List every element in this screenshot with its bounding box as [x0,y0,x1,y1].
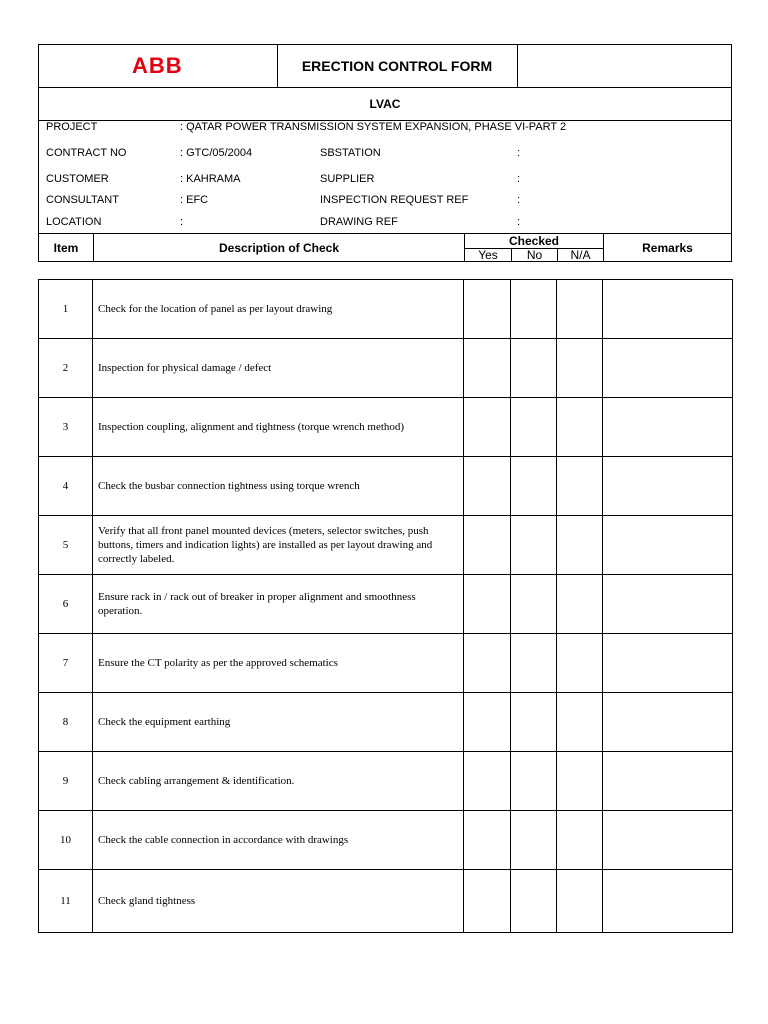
remarks-cell[interactable] [603,339,732,397]
item-number: 4 [39,457,93,515]
table-row [39,339,732,398]
consultant-label: CONSULTANT [46,194,119,206]
yes-checkbox-cell[interactable] [464,339,511,397]
item-number: 5 [39,516,93,574]
no-checkbox-cell[interactable] [511,575,557,633]
substation-value: : [517,147,521,159]
na-checkbox-cell[interactable] [557,870,603,932]
na-checkbox-cell[interactable] [557,457,603,515]
na-checkbox-cell[interactable] [557,811,603,869]
item-number: 10 [39,811,93,869]
table-row [39,693,732,752]
item-number: 9 [39,752,93,810]
location-label: LOCATION [46,216,102,228]
no-checkbox-cell[interactable] [511,811,557,869]
col-item: Item [53,241,79,255]
na-checkbox-cell[interactable] [557,516,603,574]
check-description: Check cabling arrangement & identification. [93,752,464,810]
check-description: Inspection for physical damage / defect [93,339,464,397]
logo-cell [39,45,278,87]
check-description: Ensure rack in / rack out of breaker in proper alignment and smoothness operation. [93,575,464,633]
column-header-row [39,233,731,262]
substation-label: SBSTATION [320,147,381,159]
yes-checkbox-cell[interactable] [464,575,511,633]
yes-checkbox-cell[interactable] [464,634,511,692]
table-row [39,752,732,811]
location-value: : [180,216,184,228]
item-number: 8 [39,693,93,751]
na-checkbox-cell[interactable] [557,398,603,456]
na-checkbox-cell[interactable] [557,575,603,633]
check-description: Inspection coupling, alignment and tightness (torque wrench method) [93,398,464,456]
check-description: Check the cable connection in accordance with drawings [93,811,464,869]
table-row [39,280,732,339]
item-number: 3 [39,398,93,456]
no-checkbox-cell[interactable] [511,870,557,932]
checklist-table [38,279,733,933]
yes-checkbox-cell[interactable] [464,398,511,456]
item-number: 7 [39,634,93,692]
remarks-cell[interactable] [603,870,732,932]
check-description: Check gland tightness [93,870,464,932]
remarks-cell[interactable] [603,811,732,869]
col-yes: Yes [478,248,498,262]
form-header [38,44,732,262]
project-label: PROJECT [46,121,98,133]
table-row [39,811,732,870]
table-row [39,634,732,693]
col-na: N/A [570,248,591,262]
header-title-row [39,45,731,88]
remarks-cell[interactable] [603,457,732,515]
check-description: Check the busbar connection tightness using torque wrench [93,457,464,515]
col-checked: Checked [508,234,560,248]
col-description: Description of Check [218,241,340,255]
na-checkbox-cell[interactable] [557,693,603,751]
supplier-value: : [517,173,521,185]
no-checkbox-cell[interactable] [511,339,557,397]
table-row [39,457,732,516]
no-checkbox-cell[interactable] [511,457,557,515]
table-row [39,398,732,457]
remarks-cell[interactable] [603,575,732,633]
no-checkbox-cell[interactable] [511,398,557,456]
inspection-value: : [517,194,521,206]
remarks-cell[interactable] [603,398,732,456]
yes-checkbox-cell[interactable] [464,870,511,932]
check-description: Check the equipment earthing [93,693,464,751]
project-value: : QATAR POWER TRANSMISSION SYSTEM EXPANSION, PHASE VI-PART 2 [180,121,567,133]
yes-checkbox-cell[interactable] [464,457,511,515]
na-checkbox-cell[interactable] [557,339,603,397]
na-checkbox-cell[interactable] [557,634,603,692]
check-description: Ensure the CT polarity as per the approved schematics [93,634,464,692]
drawing-value: : [517,216,521,228]
abb-logo: ABB [132,53,183,78]
table-row [39,870,732,932]
remarks-cell[interactable] [603,752,732,810]
item-number: 6 [39,575,93,633]
yes-checkbox-cell[interactable] [464,752,511,810]
no-checkbox-cell[interactable] [511,634,557,692]
remarks-cell[interactable] [603,280,732,338]
customer-value: : KAHRAMA [180,173,241,185]
na-checkbox-cell[interactable] [557,280,603,338]
check-description: Verify that all front panel mounted devices (meters, selector switches, push buttons, timers and indication lights) are installed as per layout drawing and correctly labeled. [93,516,464,574]
no-checkbox-cell[interactable] [511,516,557,574]
yes-checkbox-cell[interactable] [464,280,511,338]
item-number: 2 [39,339,93,397]
col-no: No [526,248,543,262]
no-checkbox-cell[interactable] [511,693,557,751]
inspection-label: INSPECTION REQUEST REF [320,194,469,206]
no-checkbox-cell[interactable] [511,752,557,810]
drawing-label: DRAWING REF [320,216,398,228]
no-checkbox-cell[interactable] [511,280,557,338]
table-row [39,575,732,634]
remarks-cell[interactable] [603,634,732,692]
contract-label: CONTRACT NO [46,147,127,159]
yes-checkbox-cell[interactable] [464,811,511,869]
item-number: 1 [39,280,93,338]
remarks-cell[interactable] [603,693,732,751]
check-description: Check for the location of panel as per layout drawing [93,280,464,338]
yes-checkbox-cell[interactable] [464,693,511,751]
na-checkbox-cell[interactable] [557,752,603,810]
supplier-label: SUPPLIER [320,173,375,185]
contract-value: : GTC/05/2004 [180,147,253,159]
yes-checkbox-cell[interactable] [464,516,511,574]
remarks-cell[interactable] [603,516,732,574]
item-number: 11 [39,870,93,932]
form-subtitle: LVAC [39,87,731,121]
consultant-value: : EFC [180,194,209,206]
col-remarks: Remarks [642,241,693,255]
table-row [39,516,732,575]
customer-label: CUSTOMER [46,173,109,185]
form-title: ERECTION CONTROL FORM [277,45,518,87]
